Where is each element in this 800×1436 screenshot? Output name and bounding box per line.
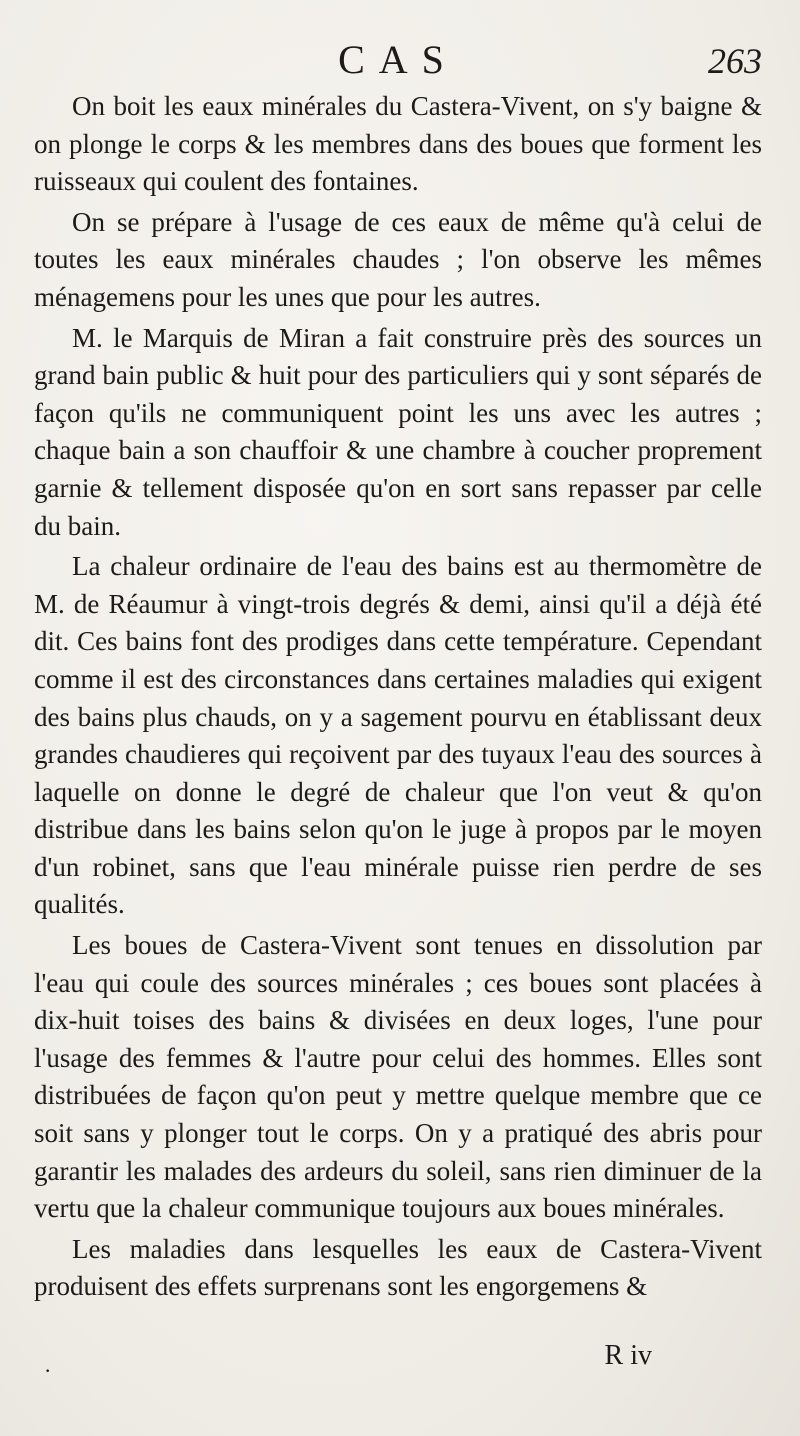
body-text bbox=[34, 88, 762, 1306]
page-number: 263 bbox=[708, 41, 762, 81]
paragraph: La chaleur ordinaire de l'eau des bains est au thermomètre de M. de Réaumur à vingt-trois degrés & demi, ainsi qu'il a déjà été dit. Ces bains font des prodiges dans cette température. Cependant comme il est des circonstances dans certaines maladies qui exigent des bains plus chauds, on y a sagement pourvu en établissant deux grandes chaudieres qui reçoivent par des tuyaux l'eau des sources à laquelle on donne le degré de chaleur que l'on veut & qu'on distribue dans les bains selon qu'on le juge à propos par le moyen d'un robinet, sans que l'eau minérale puisse rien perdre de ses qualités. bbox=[34, 551, 762, 920]
paragraph: M. le Marquis de Miran a fait construire près des sources un grand bain public & huit pour des particuliers qui y sont séparés de façon qu'ils ne communiquent point les uns avec les autres ; chaque bain a son chauffoir & une chambre à coucher proprement garnie & tellement disposée qu'on en sort sans repasser par celle du bain. bbox=[34, 322, 762, 541]
paragraph: Les maladies dans lesquelles les eaux de Castera-Vivent produisent des effets surprenans sont les engorgemens & bbox=[34, 1233, 762, 1302]
paragraph: Les boues de Castera-Vivent sont tenues en dissolution par l'eau qui coule des sources minérales ; ces boues sont placées à dix-huit toises des bains & divisées en deux loges, l'une pour l'usage des femmes & l'autre pour celui des hommes. Elles sont distribuées de façon qu'on peut y mettre quelque membre que ce soit sans y plonger tout le corps. On y a pratiqué des abris pour garantir les malades des ardeurs du soleil, sans rien diminuer de la vertu que la chaleur communique toujours aux boues minérales. bbox=[34, 930, 762, 1224]
running-head-title: CAS bbox=[338, 37, 458, 82]
paragraph: On se prépare à l'usage de ces eaux de même qu'à celui de toutes les eaux minérales chaudes ; l'on observe les mêmes ménagemens pour les unes que pour les autres. bbox=[34, 206, 762, 312]
signature-mark: R iv bbox=[604, 1340, 652, 1371]
ink-dot: · bbox=[44, 1358, 52, 1383]
paragraph: On boit les eaux minérales du Castera-Vivent, on s'y baigne & on plonge le corps & les membres dans des boues que forment les ruisseaux qui coulent des fontaines. bbox=[34, 91, 762, 197]
running-head bbox=[34, 26, 762, 88]
